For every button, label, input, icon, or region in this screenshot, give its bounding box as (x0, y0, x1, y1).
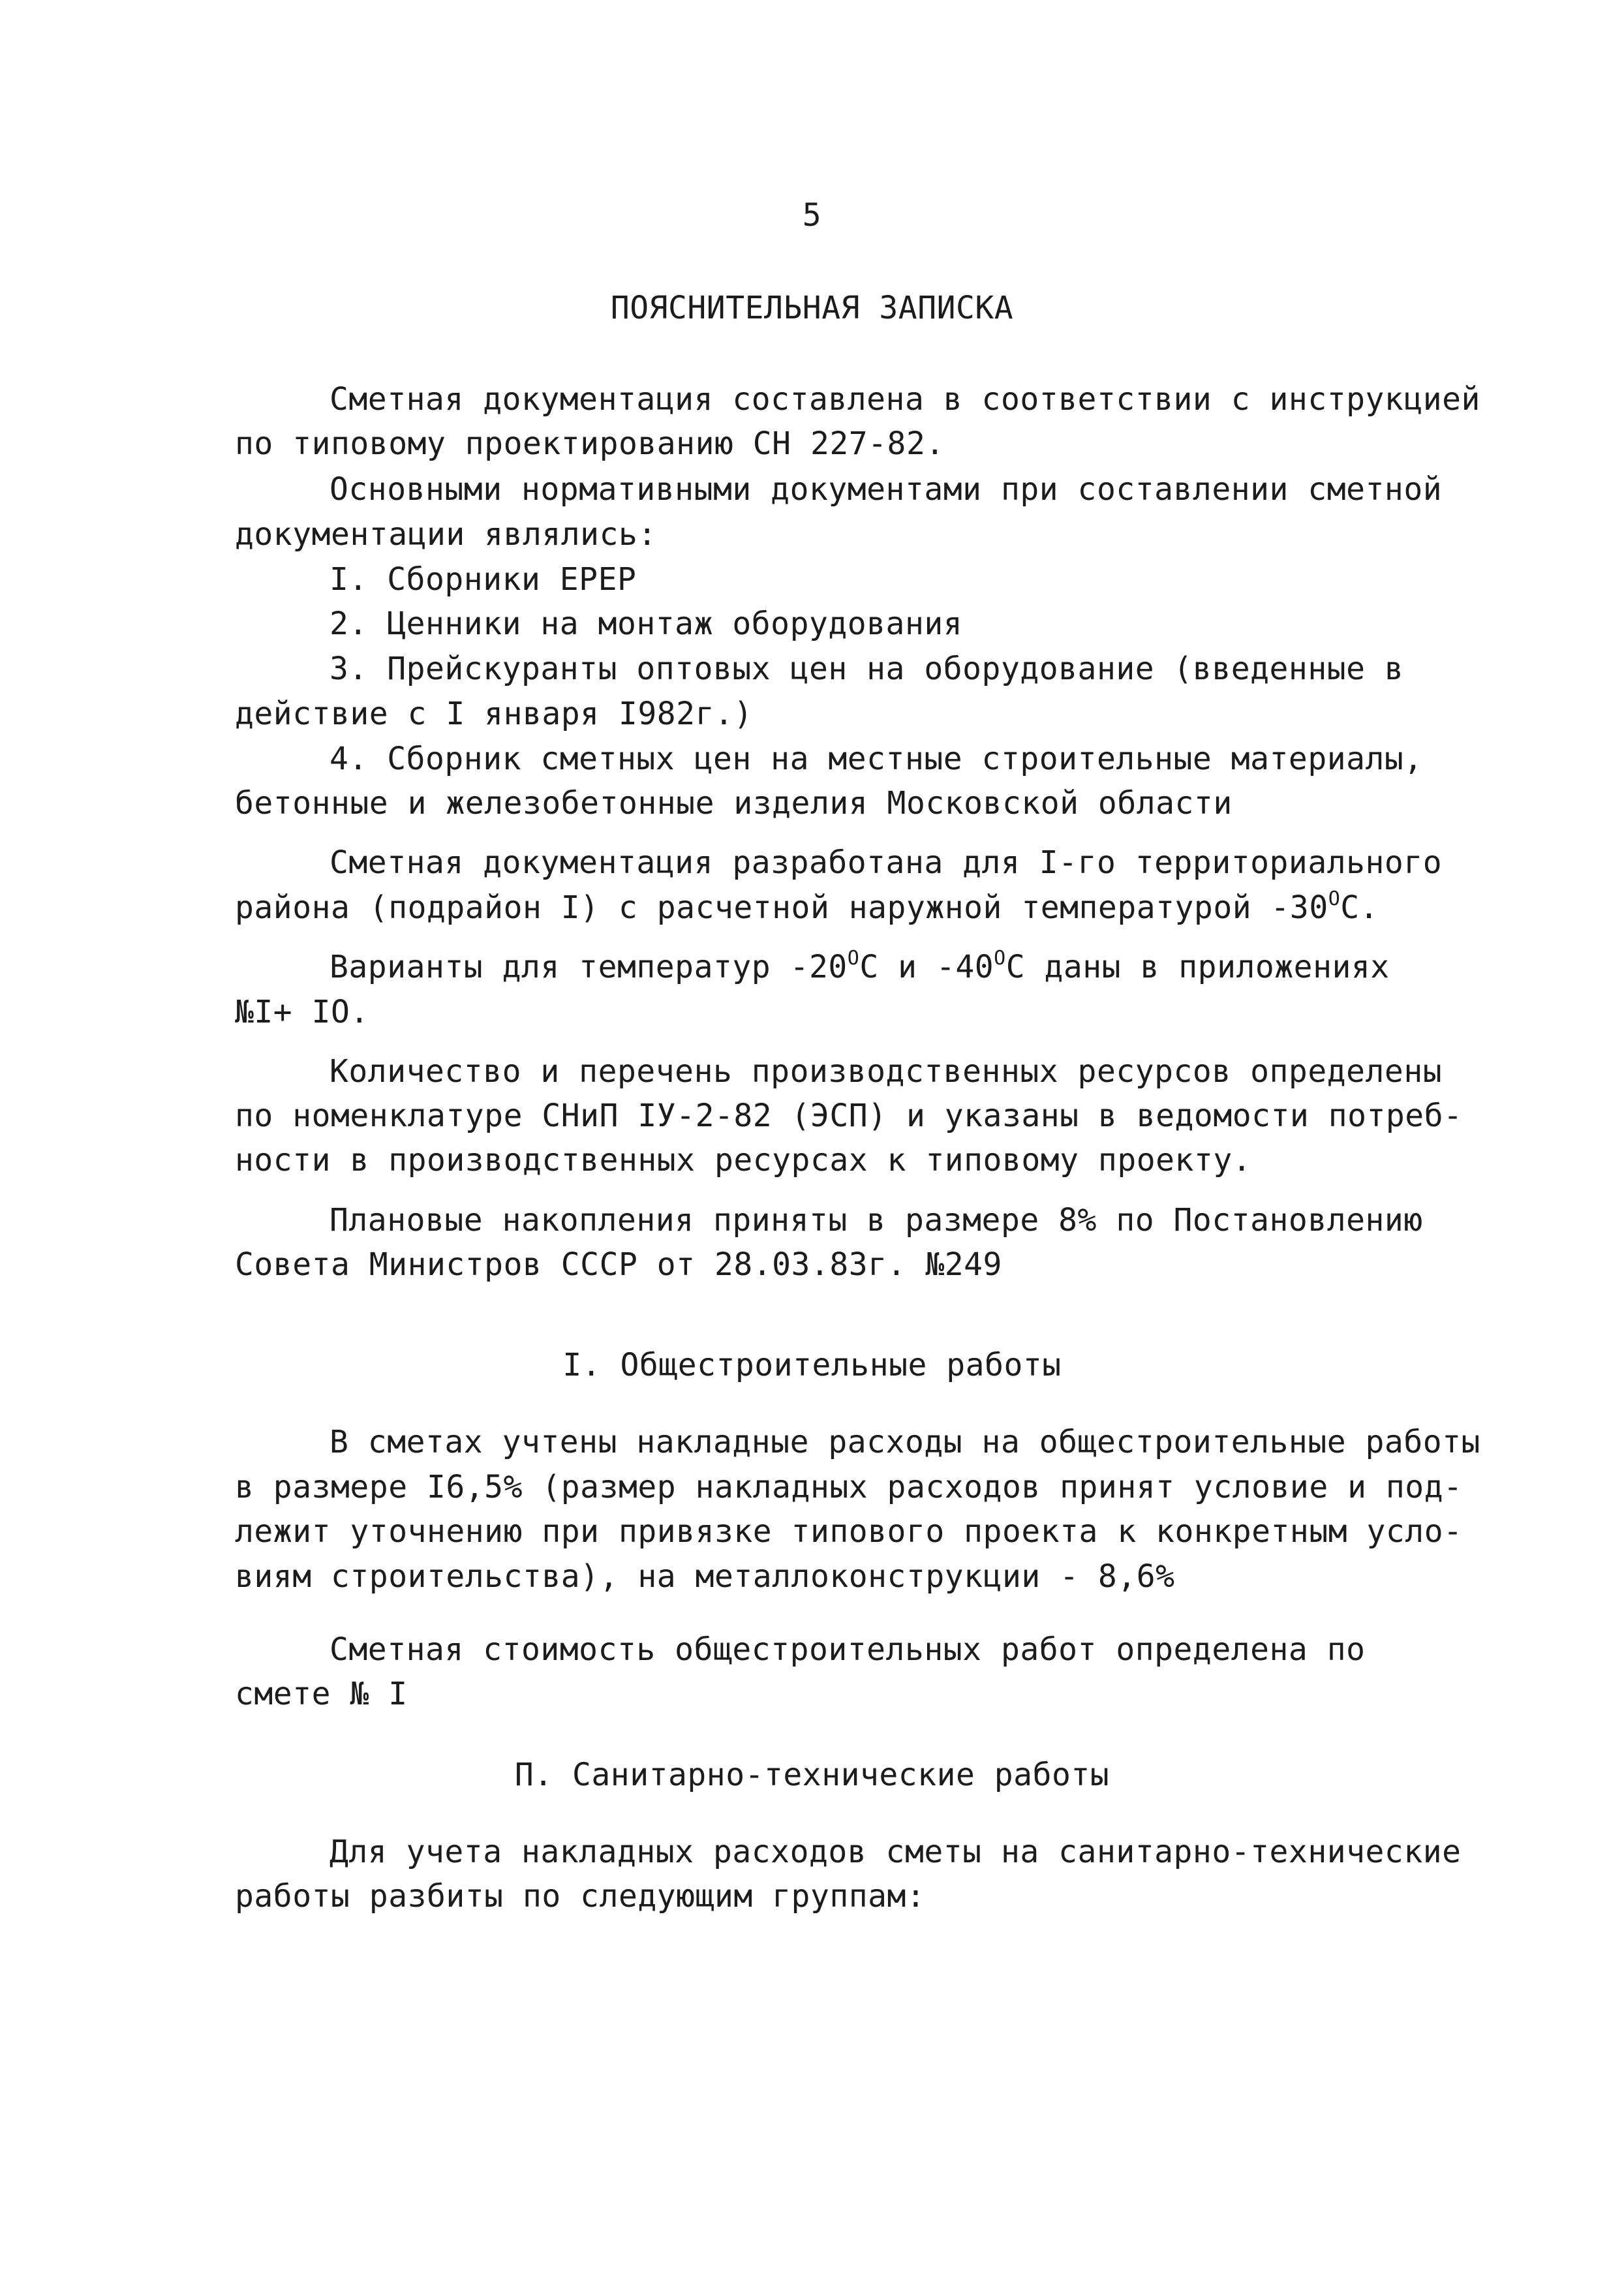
intro-paragraph-6-line-2: Совета Министров СССР от 28.03.83г. №249 (235, 1246, 1002, 1283)
section-2-heading: П. Санитарно-технические работы (514, 1757, 1110, 1793)
section-1-paragraph-1-line-2: в размере I6,5% (размер накладных расходов принят условие и под- (235, 1469, 1463, 1505)
section-2-paragraph-1-line-2: работы разбиты по следующим группам: (235, 1878, 926, 1915)
intro-paragraph-3-line-1: Сметная документация разработана для I-го территориального (329, 844, 1443, 881)
section-1-paragraph-1-line-4: виям строительства), на металлоконструкции - 8,6% (235, 1558, 1175, 1595)
intro-paragraph-1-line-1: Сметная документация составлена в соответствии с инструкцией (329, 381, 1480, 418)
section-1-paragraph-2-line-1: Сметная стоимость общестроительных работ определена по (329, 1631, 1366, 1668)
page-number: 5 (802, 197, 822, 234)
intro-paragraph-2-line-2: документации являлись: (235, 516, 657, 553)
intro-paragraph-6-line-1: Плановые накопления приняты в размере 8% по Постановлению (329, 1202, 1423, 1239)
intro-paragraph-4-line-1: Варианты для температур $-20^ОС$ и $-40^ОС$ даны в приложениях (329, 947, 1390, 985)
intro-paragraph-2-line-1: Основными нормативными документами при составлении сметной (329, 471, 1443, 508)
list-item-3-line-1: 3. Прейскуранты оптовых цен на оборудование (введенные в (329, 651, 1404, 687)
section-1-heading: I. Общестроительные работы (562, 1347, 1062, 1383)
intro-paragraph-1-line-2: по типовому проектированию СН 227-82. (235, 425, 945, 462)
list-item-4-line-1: 4. Сборник сметных цен на местные строительные материалы, (329, 741, 1423, 777)
section-1-paragraph-1-line-3: лежит уточнению при привязке типового проекта к конкретным усло- (235, 1513, 1463, 1550)
intro-paragraph-5-line-3: ности в производственных ресурсах к типовому проекту. (235, 1142, 1252, 1178)
intro-paragraph-3-line-2: района (подрайон I) с расчетной наружной температурой $-30^ОС$. (235, 887, 1379, 926)
list-item-3-line-2: действие с I января I982г.) (235, 696, 753, 732)
section-1-paragraph-1-line-1: В сметах учтены накладные расходы на общестроительные работы (329, 1424, 1480, 1460)
section-2-paragraph-1-line-1: Для учета накладных расходов сметы на санитарно-технические (329, 1834, 1462, 1870)
list-item-1: I. Сборники ЕРЕР (329, 561, 637, 598)
list-item-2: 2. Ценники на монтаж оборудования (329, 606, 963, 642)
intro-paragraph-5-line-2: по номенклатуре СНиП IУ-2-82 (ЭСП) и указаны в ведомости потреб- (235, 1098, 1463, 1134)
intro-paragraph-4-line-2: №I+ IO. (235, 994, 369, 1030)
list-item-4-line-2: бетонные и железобетонные изделия Московской области (235, 785, 1233, 822)
page-title: ПОЯСНИТЕЛЬНАЯ ЗАПИСКА (610, 290, 1014, 326)
intro-paragraph-5-line-1: Количество и перечень производственных ресурсов определены (329, 1053, 1443, 1090)
section-1-paragraph-2-line-2: смете № I (235, 1676, 408, 1712)
